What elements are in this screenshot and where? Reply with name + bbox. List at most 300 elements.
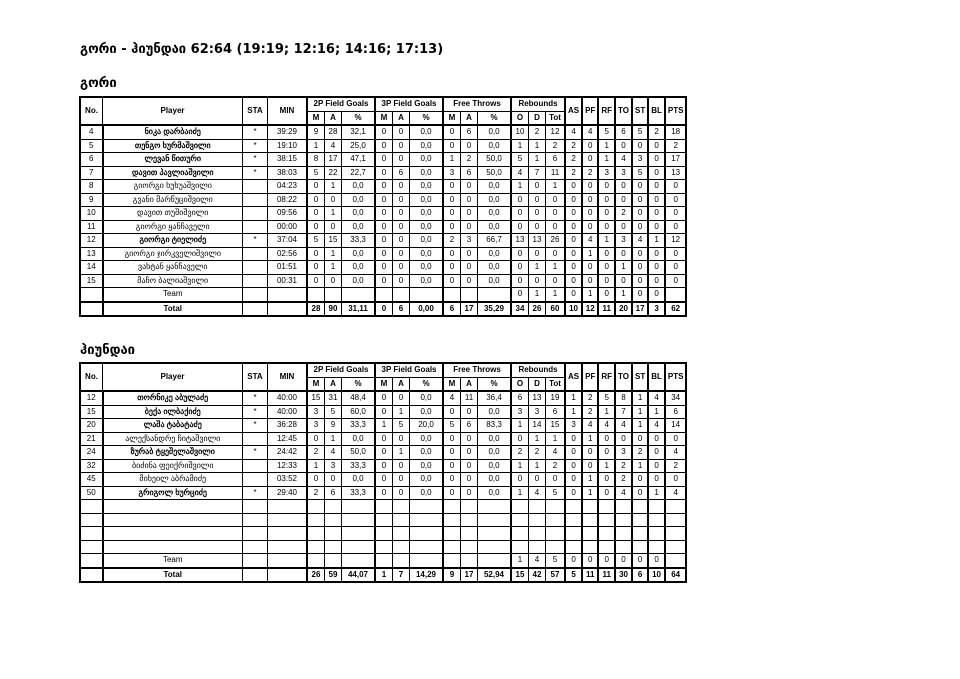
stat-cell: 4 <box>325 139 342 153</box>
stat-cell: 0 <box>393 139 410 153</box>
stat-cell: 0 <box>632 193 648 207</box>
stat-cell: 0 <box>461 139 478 153</box>
stat-cell: 1 <box>598 139 615 153</box>
stat-cell: 0 <box>632 288 648 302</box>
starter-mark <box>243 554 268 568</box>
stat-cell: 3 <box>565 419 582 433</box>
stat-cell: 20,0 <box>410 419 444 433</box>
stat-cell: 0,0 <box>478 125 512 139</box>
stat-cell <box>529 513 546 527</box>
stat-cell <box>665 288 687 302</box>
player-number: 5 <box>80 139 103 153</box>
player-number: 15 <box>80 274 103 288</box>
stat-cell <box>342 554 376 568</box>
stat-cell: 1 <box>529 139 546 153</box>
stat-cell: 6 <box>461 125 478 139</box>
column-subheader: M <box>443 111 461 125</box>
stat-cell: 0 <box>615 180 632 194</box>
stat-cell: 3 <box>307 419 325 433</box>
stat-cell <box>632 513 648 527</box>
stat-cell: 0,0 <box>478 261 512 275</box>
stat-cell <box>325 554 342 568</box>
stat-cell: 1 <box>648 234 665 248</box>
stat-cell: 0 <box>443 207 461 221</box>
stat-cell <box>582 500 598 514</box>
stat-cell: 0 <box>665 220 687 234</box>
player-row <box>80 446 686 460</box>
stat-cell: 0,0 <box>478 247 512 261</box>
stat-cell: 0 <box>565 261 582 275</box>
column-header: MIN <box>268 97 308 125</box>
minutes <box>268 540 308 554</box>
stat-cell: 0 <box>615 139 632 153</box>
stat-cell: 0 <box>461 405 478 419</box>
stat-cell: 0 <box>307 473 325 487</box>
starter-mark <box>243 432 268 446</box>
player-row <box>80 527 686 541</box>
stat-cell: 6 <box>325 486 342 500</box>
stat-cell: 5 <box>325 405 342 419</box>
stat-cell: 0,0 <box>478 193 512 207</box>
stat-cell <box>478 554 512 568</box>
starter-mark <box>243 473 268 487</box>
column-subheader: Tot <box>546 111 566 125</box>
stat-cell: 1 <box>582 486 598 500</box>
stat-cell: 0 <box>461 220 478 234</box>
stat-cell: 0 <box>325 193 342 207</box>
stat-cell: 0 <box>632 139 648 153</box>
column-header: 3P Field Goals <box>375 363 443 377</box>
stat-cell: 5 <box>598 391 615 405</box>
stat-cell: 0 <box>393 261 410 275</box>
stat-cell: 2 <box>511 446 529 460</box>
starter-mark <box>243 513 268 527</box>
stat-cell <box>529 527 546 541</box>
minutes: 01:51 <box>268 261 308 275</box>
stat-cell: 0,0 <box>410 446 444 460</box>
stat-cell: 1 <box>511 486 529 500</box>
stat-cell: 3 <box>632 153 648 167</box>
stat-cell: 0 <box>648 193 665 207</box>
stat-cell: 10 <box>511 125 529 139</box>
stat-cell: 2 <box>615 207 632 221</box>
stat-cell: 2 <box>665 139 687 153</box>
stat-cell <box>342 288 376 302</box>
total-stat-cell: 30 <box>615 568 632 583</box>
stat-cell: 0 <box>546 220 566 234</box>
stat-cell <box>443 288 461 302</box>
stat-cell: 12 <box>546 125 566 139</box>
column-header: RF <box>598 363 615 391</box>
column-subheader: % <box>478 111 512 125</box>
player-row <box>80 432 686 446</box>
stat-cell <box>375 540 393 554</box>
stat-cell: 8 <box>307 153 325 167</box>
minutes: 40:00 <box>268 405 308 419</box>
stat-cell: 6 <box>546 405 566 419</box>
stat-cell: 3 <box>443 166 461 180</box>
stat-cell: 0 <box>307 261 325 275</box>
stat-cell <box>443 500 461 514</box>
stat-cell: 0 <box>511 288 529 302</box>
player-row <box>80 139 686 153</box>
stat-cell: 5 <box>443 419 461 433</box>
minutes <box>268 554 308 568</box>
player-name <box>103 527 243 541</box>
stat-cell: 2 <box>565 153 582 167</box>
stat-cell: 2 <box>443 234 461 248</box>
stat-cell: 3 <box>598 166 615 180</box>
starter-mark: * <box>243 234 268 248</box>
column-subheader: D <box>529 111 546 125</box>
stat-cell: 0,0 <box>478 220 512 234</box>
stat-cell <box>410 527 444 541</box>
stat-cell: 0 <box>529 193 546 207</box>
total-stat-cell: 34 <box>511 302 529 317</box>
stat-cell <box>478 540 512 554</box>
player-row <box>80 459 686 473</box>
stat-cell: 22 <box>325 166 342 180</box>
player-row <box>80 554 686 568</box>
stat-cell: 1 <box>375 419 393 433</box>
stat-cell: 4 <box>648 391 665 405</box>
total-stat-cell: 31,11 <box>342 302 376 317</box>
stat-cell: 14 <box>529 419 546 433</box>
stat-cell: 4 <box>632 234 648 248</box>
stat-cell: 1 <box>393 446 410 460</box>
total-stat-cell: 62 <box>665 302 687 317</box>
player-number: 8 <box>80 180 103 194</box>
stat-cell: 0,0 <box>342 473 376 487</box>
column-subheader: A <box>461 111 478 125</box>
player-row <box>80 419 686 433</box>
stat-cell: 28 <box>325 125 342 139</box>
stat-cell: 17 <box>665 153 687 167</box>
stat-cell: 0 <box>307 207 325 221</box>
player-row <box>80 405 686 419</box>
stat-cell <box>375 500 393 514</box>
stat-cell <box>665 513 687 527</box>
stat-cell <box>307 527 325 541</box>
stat-cell: 1 <box>615 288 632 302</box>
stat-cell: 0 <box>546 247 566 261</box>
column-header: ST <box>632 97 648 125</box>
total-stat-cell: 6 <box>393 302 410 317</box>
stat-cell: 2 <box>582 391 598 405</box>
minutes: 04:23 <box>268 180 308 194</box>
stat-cell: 33,3 <box>342 459 376 473</box>
stat-cell <box>461 513 478 527</box>
stat-cell: 0,0 <box>342 261 376 275</box>
minutes: 38:03 <box>268 166 308 180</box>
total-row <box>80 302 686 317</box>
stat-cell: 4 <box>665 486 687 500</box>
stat-cell: 2 <box>461 153 478 167</box>
total-sta <box>243 302 268 317</box>
column-subheader: O <box>511 377 529 391</box>
minutes: 37:04 <box>268 234 308 248</box>
stat-cell: 0,0 <box>410 459 444 473</box>
stat-cell: 5 <box>632 166 648 180</box>
player-row <box>80 125 686 139</box>
stat-cell: 0,0 <box>410 207 444 221</box>
total-stat-cell: 6 <box>632 568 648 583</box>
starter-mark <box>243 261 268 275</box>
stat-cell: 0 <box>665 473 687 487</box>
minutes: 29:40 <box>268 486 308 500</box>
total-stat-cell: 3 <box>648 302 665 317</box>
stat-cell: 0 <box>375 153 393 167</box>
stat-cell: 0 <box>443 405 461 419</box>
stat-cell: 0,0 <box>410 432 444 446</box>
stat-cell: 0 <box>565 247 582 261</box>
total-stat-cell: 26 <box>529 302 546 317</box>
stat-cell: 36,4 <box>478 391 512 405</box>
stat-cell: 1 <box>511 419 529 433</box>
stat-cell: 0 <box>582 139 598 153</box>
stat-cell: 0 <box>443 220 461 234</box>
stat-cell: 0 <box>375 274 393 288</box>
stat-cell: 1 <box>511 180 529 194</box>
player-name: მიხეილ აბრამიძე <box>103 473 243 487</box>
column-subheader: M <box>307 377 325 391</box>
minutes: 24:42 <box>268 446 308 460</box>
stat-cell: 6 <box>461 419 478 433</box>
total-stat-cell: 1 <box>375 568 393 583</box>
stat-cell: 1 <box>565 405 582 419</box>
stat-cell: 0 <box>461 193 478 207</box>
stat-cell: 0 <box>598 261 615 275</box>
stat-cell <box>546 540 566 554</box>
stat-cell: 0 <box>393 234 410 248</box>
stat-cell: 0,0 <box>478 207 512 221</box>
stat-cell <box>632 540 648 554</box>
stat-cell <box>443 554 461 568</box>
starter-mark: * <box>243 125 268 139</box>
stat-cell <box>342 500 376 514</box>
player-number: 21 <box>80 432 103 446</box>
starter-mark: * <box>243 139 268 153</box>
total-stat-cell: 14,29 <box>410 568 444 583</box>
stat-cell: 0,0 <box>342 247 376 261</box>
stat-cell: 0 <box>375 193 393 207</box>
stat-cell: 0 <box>648 459 665 473</box>
stat-cell: 0 <box>443 180 461 194</box>
total-stat-cell: 57 <box>546 568 566 583</box>
stat-cell: 2 <box>565 166 582 180</box>
total-stat-cell: 10 <box>648 568 665 583</box>
stat-cell <box>325 288 342 302</box>
stat-cell <box>461 540 478 554</box>
total-stat-cell: 17 <box>632 302 648 317</box>
stat-cell: 0 <box>648 207 665 221</box>
stat-cell: 9 <box>325 419 342 433</box>
stat-cell: 0 <box>511 274 529 288</box>
total-stat-cell: 5 <box>565 568 582 583</box>
stat-cell: 0 <box>565 473 582 487</box>
column-header: 2P Field Goals <box>307 363 375 377</box>
stat-cell: 0 <box>648 473 665 487</box>
total-stat-cell: 42 <box>529 568 546 583</box>
stat-cell: 0 <box>665 261 687 275</box>
stat-cell: 0 <box>393 274 410 288</box>
stat-cell: 0 <box>511 220 529 234</box>
stat-cell: 0 <box>443 459 461 473</box>
stat-cell <box>632 527 648 541</box>
starter-mark <box>243 220 268 234</box>
stat-cell: 32,1 <box>342 125 376 139</box>
player-name: ზურაბ ტყეშელაშვილი <box>103 446 243 460</box>
player-name <box>103 513 243 527</box>
total-stat-cell: 52,94 <box>478 568 512 583</box>
stat-cell: 0 <box>598 180 615 194</box>
column-subheader: Tot <box>546 377 566 391</box>
stat-cell <box>443 513 461 527</box>
total-stat-cell: 6 <box>443 302 461 317</box>
player-row <box>80 193 686 207</box>
player-name <box>103 500 243 514</box>
stat-cell: 4 <box>443 391 461 405</box>
stat-cell: 0 <box>598 247 615 261</box>
stat-cell: 60,0 <box>342 405 376 419</box>
stat-cell: 2 <box>582 166 598 180</box>
stat-cell: 1 <box>443 153 461 167</box>
stat-cell <box>461 527 478 541</box>
stat-cell: 0 <box>598 207 615 221</box>
stat-cell: 4 <box>665 446 687 460</box>
stat-cell: 1 <box>325 247 342 261</box>
player-name: ლაშა ტაბატაძე <box>103 419 243 433</box>
player-row <box>80 540 686 554</box>
stat-cell <box>665 527 687 541</box>
stat-cell: 0 <box>648 153 665 167</box>
player-number <box>80 554 103 568</box>
stat-cell: 0 <box>582 274 598 288</box>
stat-cell <box>565 540 582 554</box>
stat-cell: 66,7 <box>478 234 512 248</box>
minutes <box>268 288 308 302</box>
stat-cell <box>565 513 582 527</box>
stat-cell: 0,0 <box>410 193 444 207</box>
stat-cell: 0 <box>615 432 632 446</box>
player-number: 9 <box>80 193 103 207</box>
stat-cell: 0 <box>632 261 648 275</box>
minutes: 00:00 <box>268 220 308 234</box>
stat-cell: 0 <box>375 139 393 153</box>
stat-cell: 0 <box>598 446 615 460</box>
stat-cell: 0,0 <box>342 207 376 221</box>
stat-cell: 0 <box>325 473 342 487</box>
column-header: AS <box>565 97 582 125</box>
stat-cell: 0,0 <box>342 220 376 234</box>
stat-cell: 0 <box>546 473 566 487</box>
stat-cell: 0 <box>648 261 665 275</box>
total-stat-cell: 11 <box>582 568 598 583</box>
stat-cell: 0 <box>529 207 546 221</box>
stat-cell: 0 <box>582 207 598 221</box>
stat-cell: 1 <box>529 459 546 473</box>
player-name: გიორგი ხუხუაშვილი <box>103 180 243 194</box>
stat-cell: 0 <box>648 554 665 568</box>
stat-cell <box>461 554 478 568</box>
stat-cell: 0 <box>461 446 478 460</box>
stat-cell: 0 <box>582 220 598 234</box>
player-name: ნიკა დარბაიძე <box>103 125 243 139</box>
total-sta <box>243 568 268 583</box>
stat-cell: 0 <box>648 180 665 194</box>
stat-cell: 0 <box>565 432 582 446</box>
starter-mark: * <box>243 391 268 405</box>
starter-mark: * <box>243 166 268 180</box>
player-number: 15 <box>80 405 103 419</box>
stat-cell <box>410 288 444 302</box>
player-row <box>80 486 686 500</box>
stat-cell: 0,0 <box>478 432 512 446</box>
total-stat-cell: 17 <box>461 302 478 317</box>
stat-cell: 2 <box>665 459 687 473</box>
column-subheader: A <box>325 377 342 391</box>
column-subheader: A <box>393 377 410 391</box>
stat-cell: 4 <box>615 419 632 433</box>
stat-cell: 0 <box>582 180 598 194</box>
stat-cell: 1 <box>582 288 598 302</box>
stat-cell: 0 <box>393 473 410 487</box>
stat-cell: 0 <box>665 193 687 207</box>
stat-cell: 4 <box>582 234 598 248</box>
total-stat-cell: 11 <box>598 302 615 317</box>
stat-cell: 4 <box>529 554 546 568</box>
stat-cell: 0 <box>582 554 598 568</box>
stat-cell: 0 <box>375 207 393 221</box>
player-number <box>80 500 103 514</box>
stat-cell: 0 <box>375 432 393 446</box>
stat-cell: 0 <box>375 486 393 500</box>
stat-cell: 3 <box>615 166 632 180</box>
stat-cell: 83,3 <box>478 419 512 433</box>
player-name: გრიგოლ ხურციძე <box>103 486 243 500</box>
stat-cell: 3 <box>511 405 529 419</box>
stat-cell: 1 <box>546 288 566 302</box>
stat-cell: 0 <box>598 486 615 500</box>
stat-cell: 1 <box>598 405 615 419</box>
stat-cell: 0 <box>565 193 582 207</box>
column-header: ST <box>632 363 648 391</box>
stat-cell: 0 <box>443 193 461 207</box>
stat-cell: 33,3 <box>342 234 376 248</box>
starter-mark: * <box>243 153 268 167</box>
total-stat-cell: 11 <box>598 568 615 583</box>
player-name: გიორგი ჯირკველიშვილი <box>103 247 243 261</box>
stat-cell: 1 <box>632 459 648 473</box>
stat-cell: 0 <box>665 180 687 194</box>
stat-cell: 1 <box>648 405 665 419</box>
stat-cell <box>648 513 665 527</box>
stat-cell: 0 <box>632 207 648 221</box>
stat-cell: 6 <box>546 153 566 167</box>
player-name: ლევან წითური <box>103 153 243 167</box>
stat-cell: 0 <box>648 274 665 288</box>
stat-cell: 7 <box>615 405 632 419</box>
stat-cell: 0 <box>375 459 393 473</box>
column-header: PTS <box>665 363 687 391</box>
stat-cell: 0 <box>461 473 478 487</box>
stat-cell <box>615 500 632 514</box>
stat-cell <box>410 513 444 527</box>
player-row <box>80 153 686 167</box>
stat-cell <box>648 540 665 554</box>
column-subheader: A <box>461 377 478 391</box>
stat-cell <box>342 527 376 541</box>
